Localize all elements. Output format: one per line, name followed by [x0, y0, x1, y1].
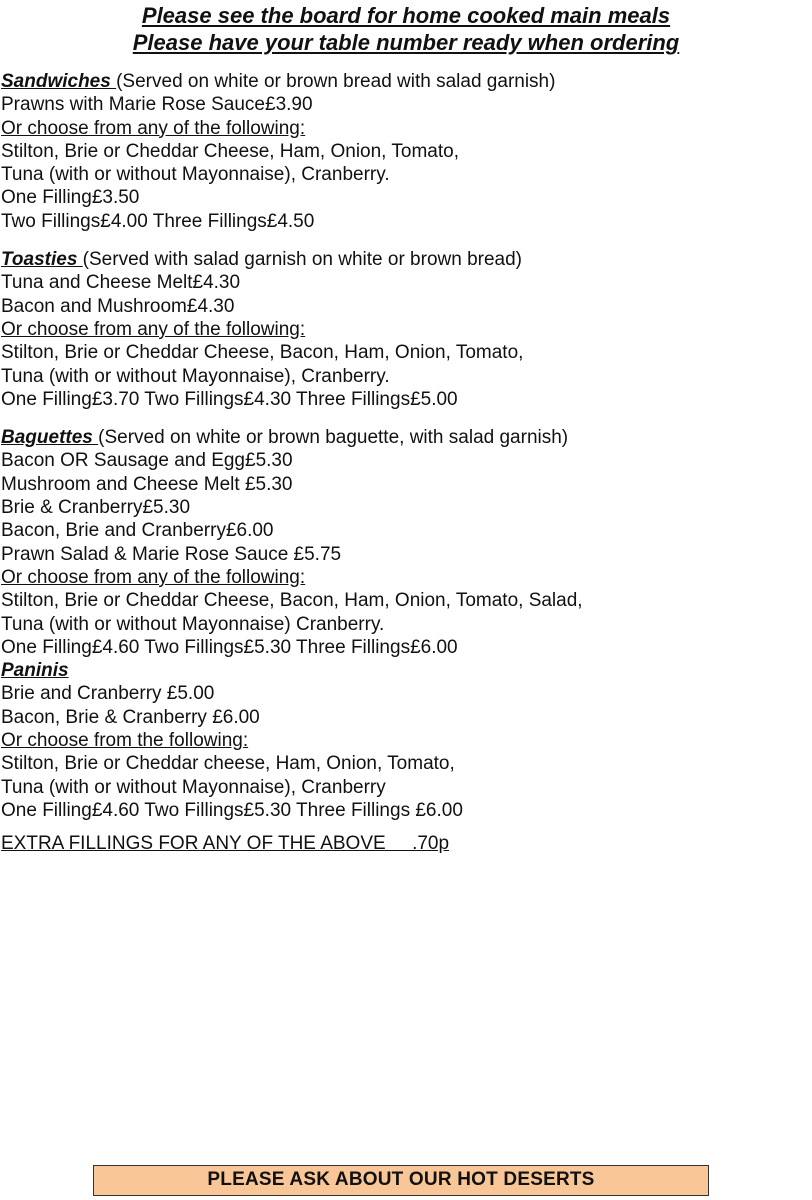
- menu-item: Prawn Salad & Marie Rose Sauce £5.75: [1, 543, 342, 565]
- menu-item: Tuna and Cheese Melt£4.30: [1, 272, 241, 294]
- fillings-list: Tuna (with or without Mayonnaise) Cranberry.: [1, 613, 385, 635]
- section-title: Paninis: [1, 660, 69, 682]
- choose-heading: Or choose from the following:: [1, 730, 249, 752]
- fillings-list: Stilton, Brie or Cheddar Cheese, Bacon, Ham, Onion, Tomato, Salad,: [1, 590, 583, 612]
- section-baguettes: [1, 426, 583, 659]
- extra-fillings-note: EXTRA FILLINGS FOR ANY OF THE ABOVE .70p: [1, 833, 450, 855]
- section-title: Sandwiches: [1, 71, 117, 92]
- price-line: One Filling£3.50: [1, 187, 140, 209]
- price-line: One Filling£4.60 Two Fillings£5.30 Three Fillings£6.00: [1, 636, 458, 658]
- choose-heading: Or choose from any of the following:: [1, 318, 306, 340]
- section-title: Toasties: [1, 249, 83, 271]
- fillings-list: Tuna (with or without Mayonnaise), Cranberry: [1, 776, 386, 798]
- choose-heading: Or choose from any of the following:: [1, 566, 306, 588]
- section-description: (Served on white or brown bread with salad garnish): [116, 71, 556, 92]
- menu-item: Bacon and Mushroom£4.30: [1, 295, 235, 317]
- menu-header: [0, 0, 812, 56]
- menu-item: Bacon OR Sausage and Egg£5.30: [1, 450, 293, 472]
- section-description: (Served on white or brown baguette, with salad garnish): [98, 427, 569, 449]
- menu-item: Bacon, Brie and Cranberry£6.00: [1, 520, 274, 542]
- menu-item: Brie & Cranberry£5.30: [1, 497, 191, 519]
- section-heading: [1, 426, 583, 449]
- fillings-list: Stilton, Brie or Cheddar cheese, Ham, Onion, Tomato,: [1, 753, 455, 775]
- section-description: (Served with salad garnish on white or brown bread): [82, 249, 523, 271]
- fillings-list: Tuna (with or without Mayonnaise), Cranberry.: [1, 365, 390, 387]
- menu-item: Bacon, Brie & Cranberry £6.00: [1, 706, 260, 728]
- choose-heading: Or choose from any of the following:: [1, 117, 306, 139]
- header-line-table-number: Please have your table number ready when ordering: [132, 30, 680, 55]
- fillings-list: Stilton, Brie or Cheddar Cheese, Ham, Onion, Tomato,: [1, 140, 459, 162]
- fillings-list: Stilton, Brie or Cheddar Cheese, Bacon, Ham, Onion, Tomato,: [1, 342, 524, 364]
- section-toasties: [1, 248, 583, 411]
- menu-item: Mushroom and Cheese Melt £5.30: [1, 473, 293, 495]
- hot-desserts-banner: PLEASE ASK ABOUT OUR HOT DESERTS: [93, 1165, 709, 1196]
- menu-item: Prawns with Marie Rose Sauce£3.90: [1, 94, 313, 116]
- section-heading: [1, 70, 583, 93]
- section-title: Baguettes: [1, 427, 99, 449]
- section-heading: [1, 659, 583, 682]
- price-line: One Filling£4.60 Two Fillings£5.30 Three Fillings £6.00: [1, 799, 463, 821]
- price-line: One Filling£3.70 Two Fillings£4.30 Three Fillings£5.00: [1, 388, 458, 410]
- menu-body: [1, 70, 583, 856]
- menu-item: Brie and Cranberry £5.00: [1, 683, 215, 705]
- section-sandwiches: [1, 70, 583, 233]
- price-line: Two Fillings£4.00 Three Fillings£4.50: [1, 210, 315, 232]
- section-paninis: [1, 659, 583, 822]
- header-line-board: Please see the board for home cooked main meals: [141, 3, 671, 28]
- section-heading: [1, 248, 583, 271]
- fillings-list: Tuna (with or without Mayonnaise), Cranberry.: [1, 164, 390, 186]
